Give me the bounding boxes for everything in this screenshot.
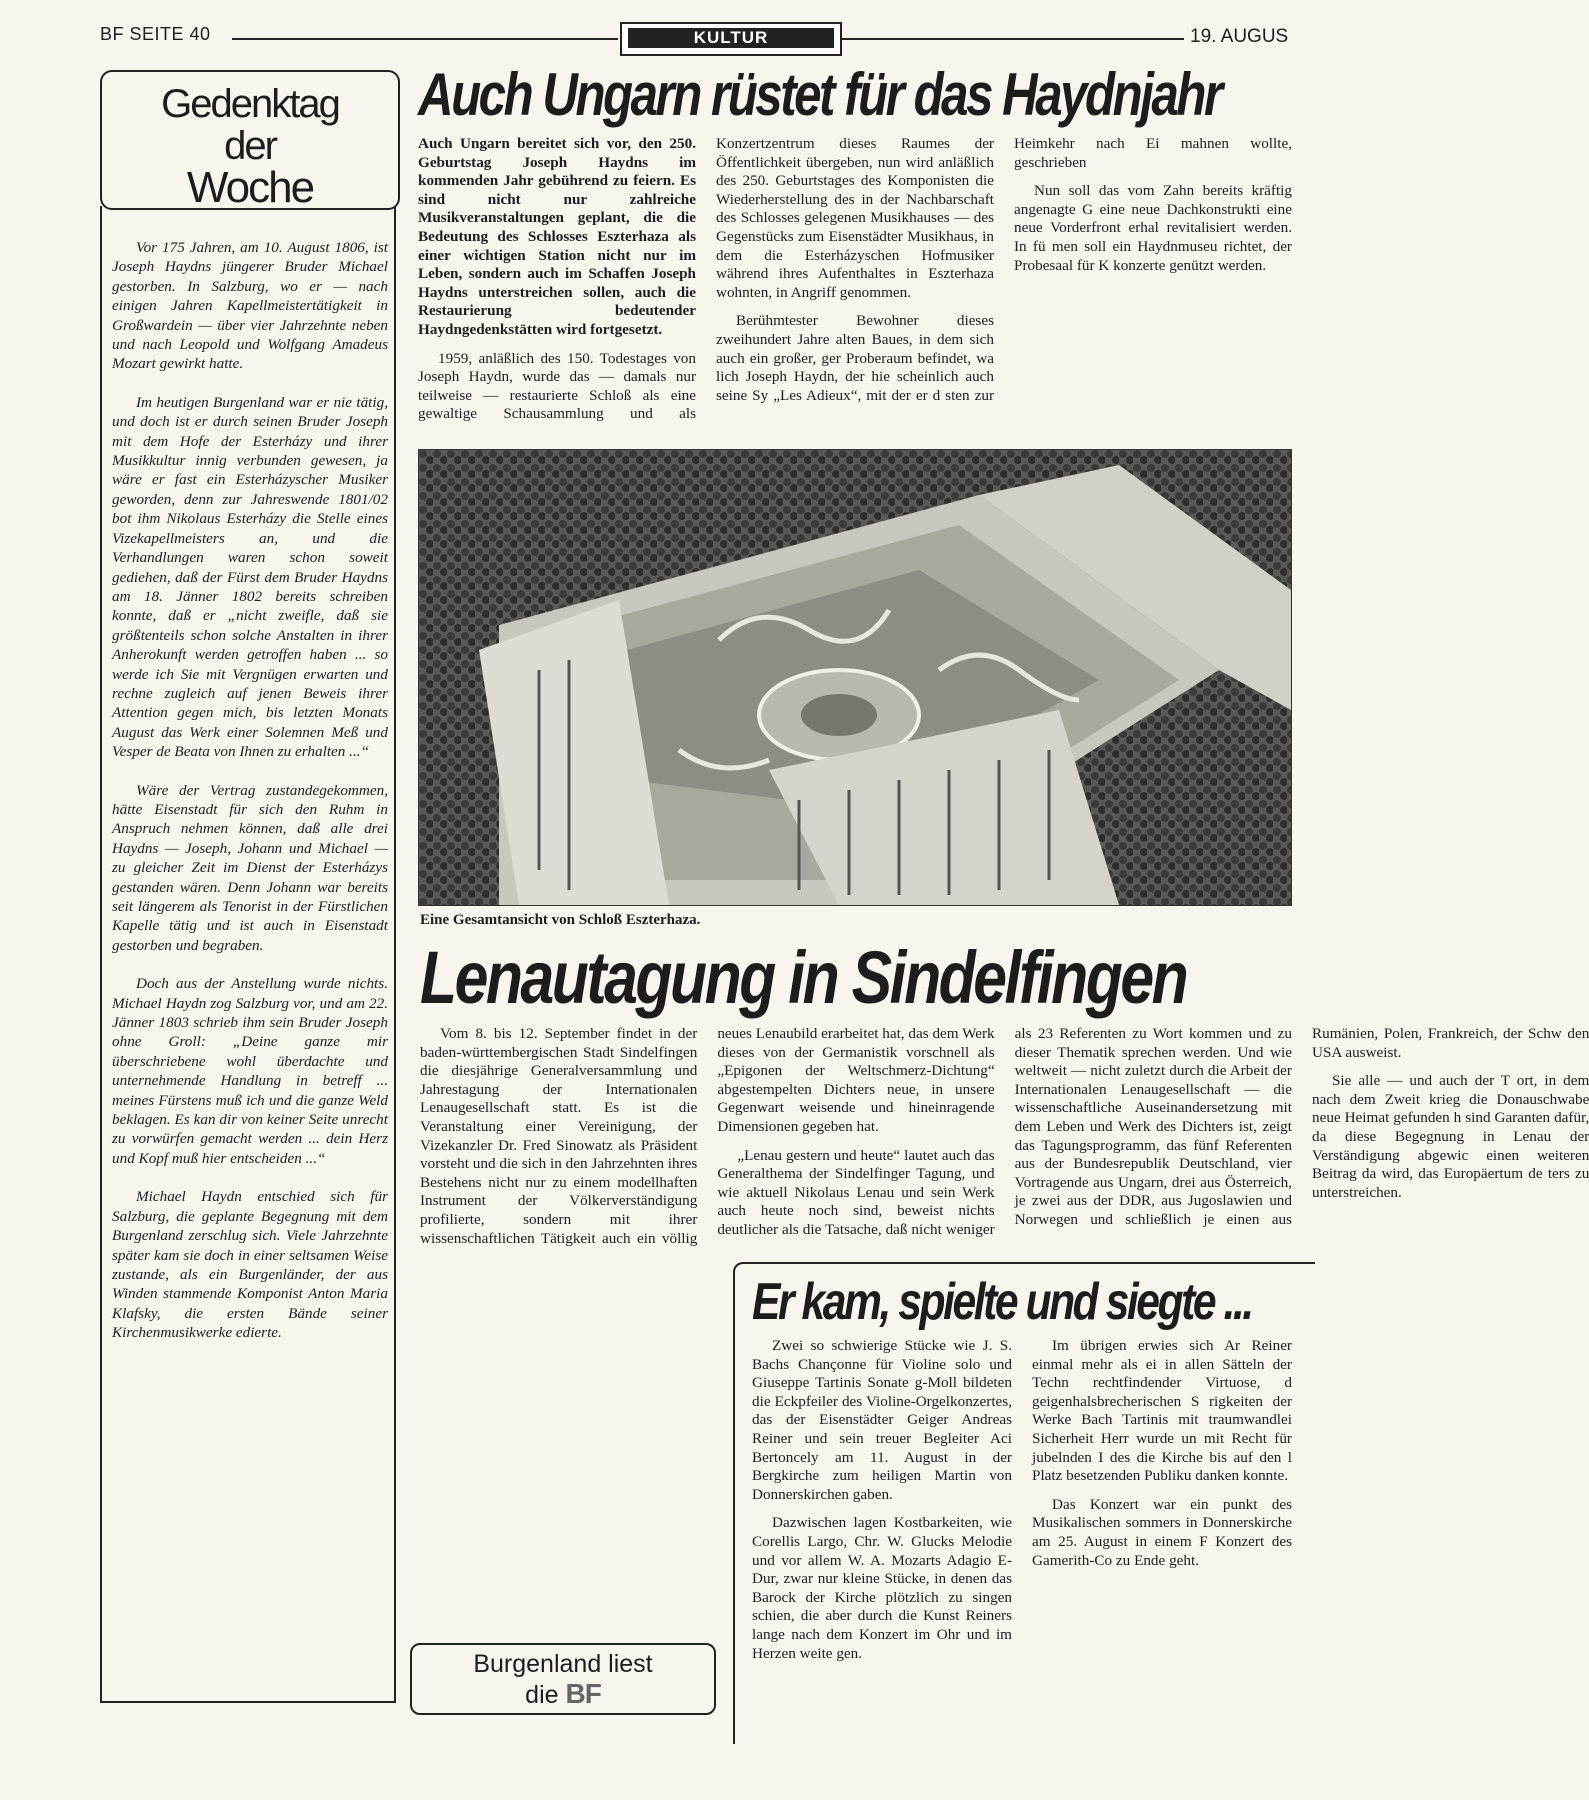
gedenktag-paragraph: Doch aus der Anstellung wurde nichts. Michael Haydn zog Salzburg vor, und am 22. Jänner 1803 schrieb ihm sein Bruder Joseph ohne Groll: „Deine ganze mir überschriebene wohl überdachte und unternehmende Handlung in betreff ... meines Fürstens muß ich und die ganze Weld beklagen. Es kan dir von keiner Seite unrecht zu vorwürfen gemacht werden ... dein Herz und Kopf muß hier entscheiden ...“	[112, 975, 388, 1167]
gedenktag-title-box	[100, 70, 400, 210]
lenautagung-paragraph: Vom 8. bis 12. September findet in der baden-württembergischen Stadt Sindelfingen die diesjährige Generalversammlung und Jahrestagung der Internationalen Lenaugesellschaft statt. Es ist die Veranstaltung einer Vereinigung, der Vizekanzler Dr. Fred Sinowatz als Präsident vorsteht und die sich in den Jahrzehnten ihres Bestehens nicht nur zu einem modellhaften Instrument der Völkerverständigung profilierte, sondern mit ihrer wissenschaftlichen Tätigkeit auch ein völlig neues Lenaubild erarbeitet hat, das dem Werk dieses von der Germanistik vorschnell als „Epigonen der Weltschmerz-Dichtung“ abgestempelten Dichters neue, in unsere Gegenwart weisende und hineinragende Dimensionen gegeben hat.	[420, 1025, 995, 1247]
gedenktag-paragraph: Michael Haydn entschied sich für Salzburg, die geplante Begegnung mit dem Burgenland zerschlug sich. Viele Jahrzehnte später kam sie doch in einer seltsamen Weise zustande, als ein Burgenländer, der aus Winden stammende Komponist Anton Maria Klafsky, die ersten Bände seiner Kirchenmusikwerke edierte.	[112, 1188, 388, 1342]
gedenktag-title-line3: Woche	[186, 163, 314, 212]
photo-caption: Eine Gesamtansicht von Schloß Eszterhaza.	[420, 912, 701, 928]
headline-lenautagung: Lenautagung in Sindelfingen	[420, 936, 1187, 1019]
headline-haydnjahr: Auch Ungarn rüstet für das Haydnjahr	[418, 61, 1221, 128]
lenautagung-text-top	[420, 1025, 1589, 1250]
bf-logo: BF	[565, 1678, 601, 1709]
konzert-paragraph: Dazwischen lagen Kostbarkeiten, wie Corellis Largo, Chr. W. Glucks Melodie und vor allem W. A. Mozarts Adagio E-Dur, zwar nur kleine Stücke, in denen das Barock der Kirche plötzlich zu singen schien, die aber durch die Kunst Reiners lange nach dem Konzert im Ohr und im Herzen weite gen.	[752, 1514, 1012, 1662]
lenautagung-paragraph: „Lenau gestern und heute“ lautet auch das Generalthema der Sindelfinger Tagung, und wie aktuell Nikolaus Lenau und sein Werk auch heute noch sind, beweist nichts deutlicher als die Tatsache, daß nicht weniger als 23 Referenten zu Wort kommen und zu dieser Thematik sprechen werden. Und wie weltweit — nicht zuletzt durch die Arbeit der Internationalen Lenaugesellschaft — die wissenschaftliche Auseinandersetzung mit dem Leben und Werk des Dichters ist, zeigt das Tagungsprogramm, das fünf Referenten aus der Bundesrepublik Deutschland, vier Vortragende aus Ungarn, drei aus Österreich, je zwei aus der DDR, aus Jugoslawien und Norwegen und schließlich je einen aus Rumänien, Polen, Frankreich, der Schw den USA ausweist.	[717, 1025, 1589, 1238]
promo-line1: Burgenland liest	[473, 1650, 653, 1678]
haydnjahr-text	[418, 135, 1292, 435]
photo-schloss-eszterhaza	[418, 449, 1292, 906]
haydnjahr-lead: Auch Ungarn bereitet sich vor, den 250. Geburtstag Joseph Haydns im kommenden Jahr gebührend zu feiern. Es sind nicht nur zahlreiche Musikveranstaltungen geplant, die die Bedeutung des Schlosses Eszterhaza als einer wichtigen Station nicht nur im Leben, sondern auch im Schaffen Joseph Haydns unterstreichen sollen, auch die Restaurierung bedeutender Haydngedenkstätten wird fortgesetzt.	[418, 135, 696, 338]
konzert-text	[752, 1337, 1292, 1699]
haydnjahr-paragraph: Nun soll das vom Zahn bereits kräftig angenagte G eine neue Dachkonstrukti eine neue Vorderfront erhal revitalisiert werden. In fü men soll ein Haydnmuseu richtet, der Probesaal für K konzerte genützt werden.	[1014, 182, 1292, 274]
promo-box	[410, 1643, 716, 1715]
konzert-paragraph: Das Konzert war ein punkt des Musikalischen sommers in Donnerskirche am 25. August in einem F Konzert des Gamerith-Co zu Ende geht.	[1032, 1495, 1292, 1569]
gedenktag-paragraph: Vor 175 Jahren, am 10. August 1806, ist Joseph Haydns jüngerer Bruder Michael gestorben. In Salzburg, wo er — nach einigen Jahren Kapellmeistertätigkeit in Großwardein — über vier Jahrzehnte neben und nach Leopold und Wolfgang Amadeus Mozart gewirkt hatte.	[112, 239, 388, 373]
section-label	[620, 22, 842, 56]
haydnjahr-paragraph: Berühmtester Bewohner dieses zweihundert Jahre alten Baues, in dem sich auch ein großer, ger Proberaum befindet, wa lich Joseph Haydn, der hie scheinlich auch seine Sy „Les Adieux“, mit der er d sten zur Heimkehr nach Ei mahnen wollte, geschrieben	[716, 135, 1292, 404]
konzert-paragraph: Zwei so schwierige Stücke wie J. S. Bachs Chançonne für Violine solo und Giuseppe Tartinis Sonate g-Moll bildeten die Eckpfeiler des Violine-Orgelkonzertes, das der Eisenstädter Geiger Andreas Reiner und sein treuer Begleiter Aci Bertoncely am 11. August in der Bergkirche zum heiligen Martin von Donnerskirchen gaben.	[752, 1337, 1012, 1503]
promo-line2	[412, 1679, 714, 1710]
lenautagung-paragraph: Sie alle — und auch der T ort, in dem nach dem Zweit krieg die Donauschwabe neue Heimat gefunden h sind Garanten dafür, da diese Begegnung in Lenau der Verständigung abgewic einen weiteren Beitrag da wird, das Europäertum de ters zu unterstreichen.	[1311, 1072, 1589, 1201]
gedenktag-title-line1: Gedenktag	[161, 82, 339, 126]
page-number: BF SEITE 40	[100, 24, 211, 44]
promo-die: die	[525, 1681, 559, 1709]
gedenktag-paragraph: Wäre der Vertrag zustandegekommen, hätte Eisenstadt für sich den Ruhm in Anspruch nehmen können, daß alle drei Haydns — Joseph, Johann und Michael — zu gleicher Zeit im Dienst der Esterházys gestanden wären. Denn Johann war bereits seit längerem als Tenorist in der Fürstlichen Kapelle tätig und ist auch in Eisenstadt gestorben und begraben.	[112, 781, 388, 954]
headline-konzert: Er kam, spielte und siegte ...	[752, 1273, 1252, 1331]
haydnjahr-paragraph: 1959, anläßlich des 150. Todestages von Joseph Haydn, wurde das — damals nur teilweise — restaurierte Schloß als eine gewaltige Schausammlung und als Konzertzentrum dieses Raumes der Öffentlichkeit übergeben, nun wird anläßlich des 250. Geburtstages des Komponisten die Wiederherstellung des in der Nachbarschaft des Schlosses gelegenen Musikhauses — des Gegenstücks zum Eisenstädter Musikhaus, in dem die Esterházyschen Hofmusiker während ihres Aufenthaltes in Eszterhaza wohnten, in Angriff genommen.	[418, 135, 994, 423]
header-rule-left	[232, 38, 618, 40]
issue-date: 19. AUGUS	[1190, 26, 1289, 47]
header-rule-right	[842, 38, 1184, 40]
gedenktag-body	[112, 238, 388, 1362]
section-label-text: KULTUR	[628, 28, 834, 48]
konzert-paragraph: Im übrigen erwies sich Ar Reiner einmal mehr als ei in allen Sätteln der Techn rechtfindender Virtuose, d geigenhalsbrecherischen S rigkeiten der Werke Bach Tartinis mit traumwandlei Sicherheit Herr wurde un mit Recht für jubelnden I des die Kirche bis auf den l Platz besetzenden Publiku danken konnte.	[1032, 1337, 1292, 1485]
gedenktag-paragraph: Im heutigen Burgenland war er nie tätig, und doch ist er durch seinen Bruder Joseph mit dem Hofe der Esterházy und ihrer Musikkultur innig verbunden gewesen, ja wäre er fast ein Esterházyscher Musiker geworden, denn zur Jahreswende 1801/02 bot ihm Nikolaus Esterházy die Stelle eines Vizekapellmeisters an, und die Verhandlungen waren schon soweit gediehen, daß der Fürst dem Bruder Haydns am 18. Jänner 1802 bereits schreiben konnte, daß er „nicht zweifle, daß sie größtenteils schon solche Anstalten in ihrer Anherokunft werden getroffen haben ... so werde ich Sie mit Vergnügen erwarten und rechne zugleich auf jenen Beweis ihrer Attention gegen mich, bis letzten Monats August das Werk einer Solemnen Meß und Vesper de Beata von Ihnen zu erhalten ...“	[112, 393, 388, 761]
gedenktag-title-line2: der	[224, 124, 276, 168]
schloss-aerial-illustration	[419, 450, 1291, 905]
